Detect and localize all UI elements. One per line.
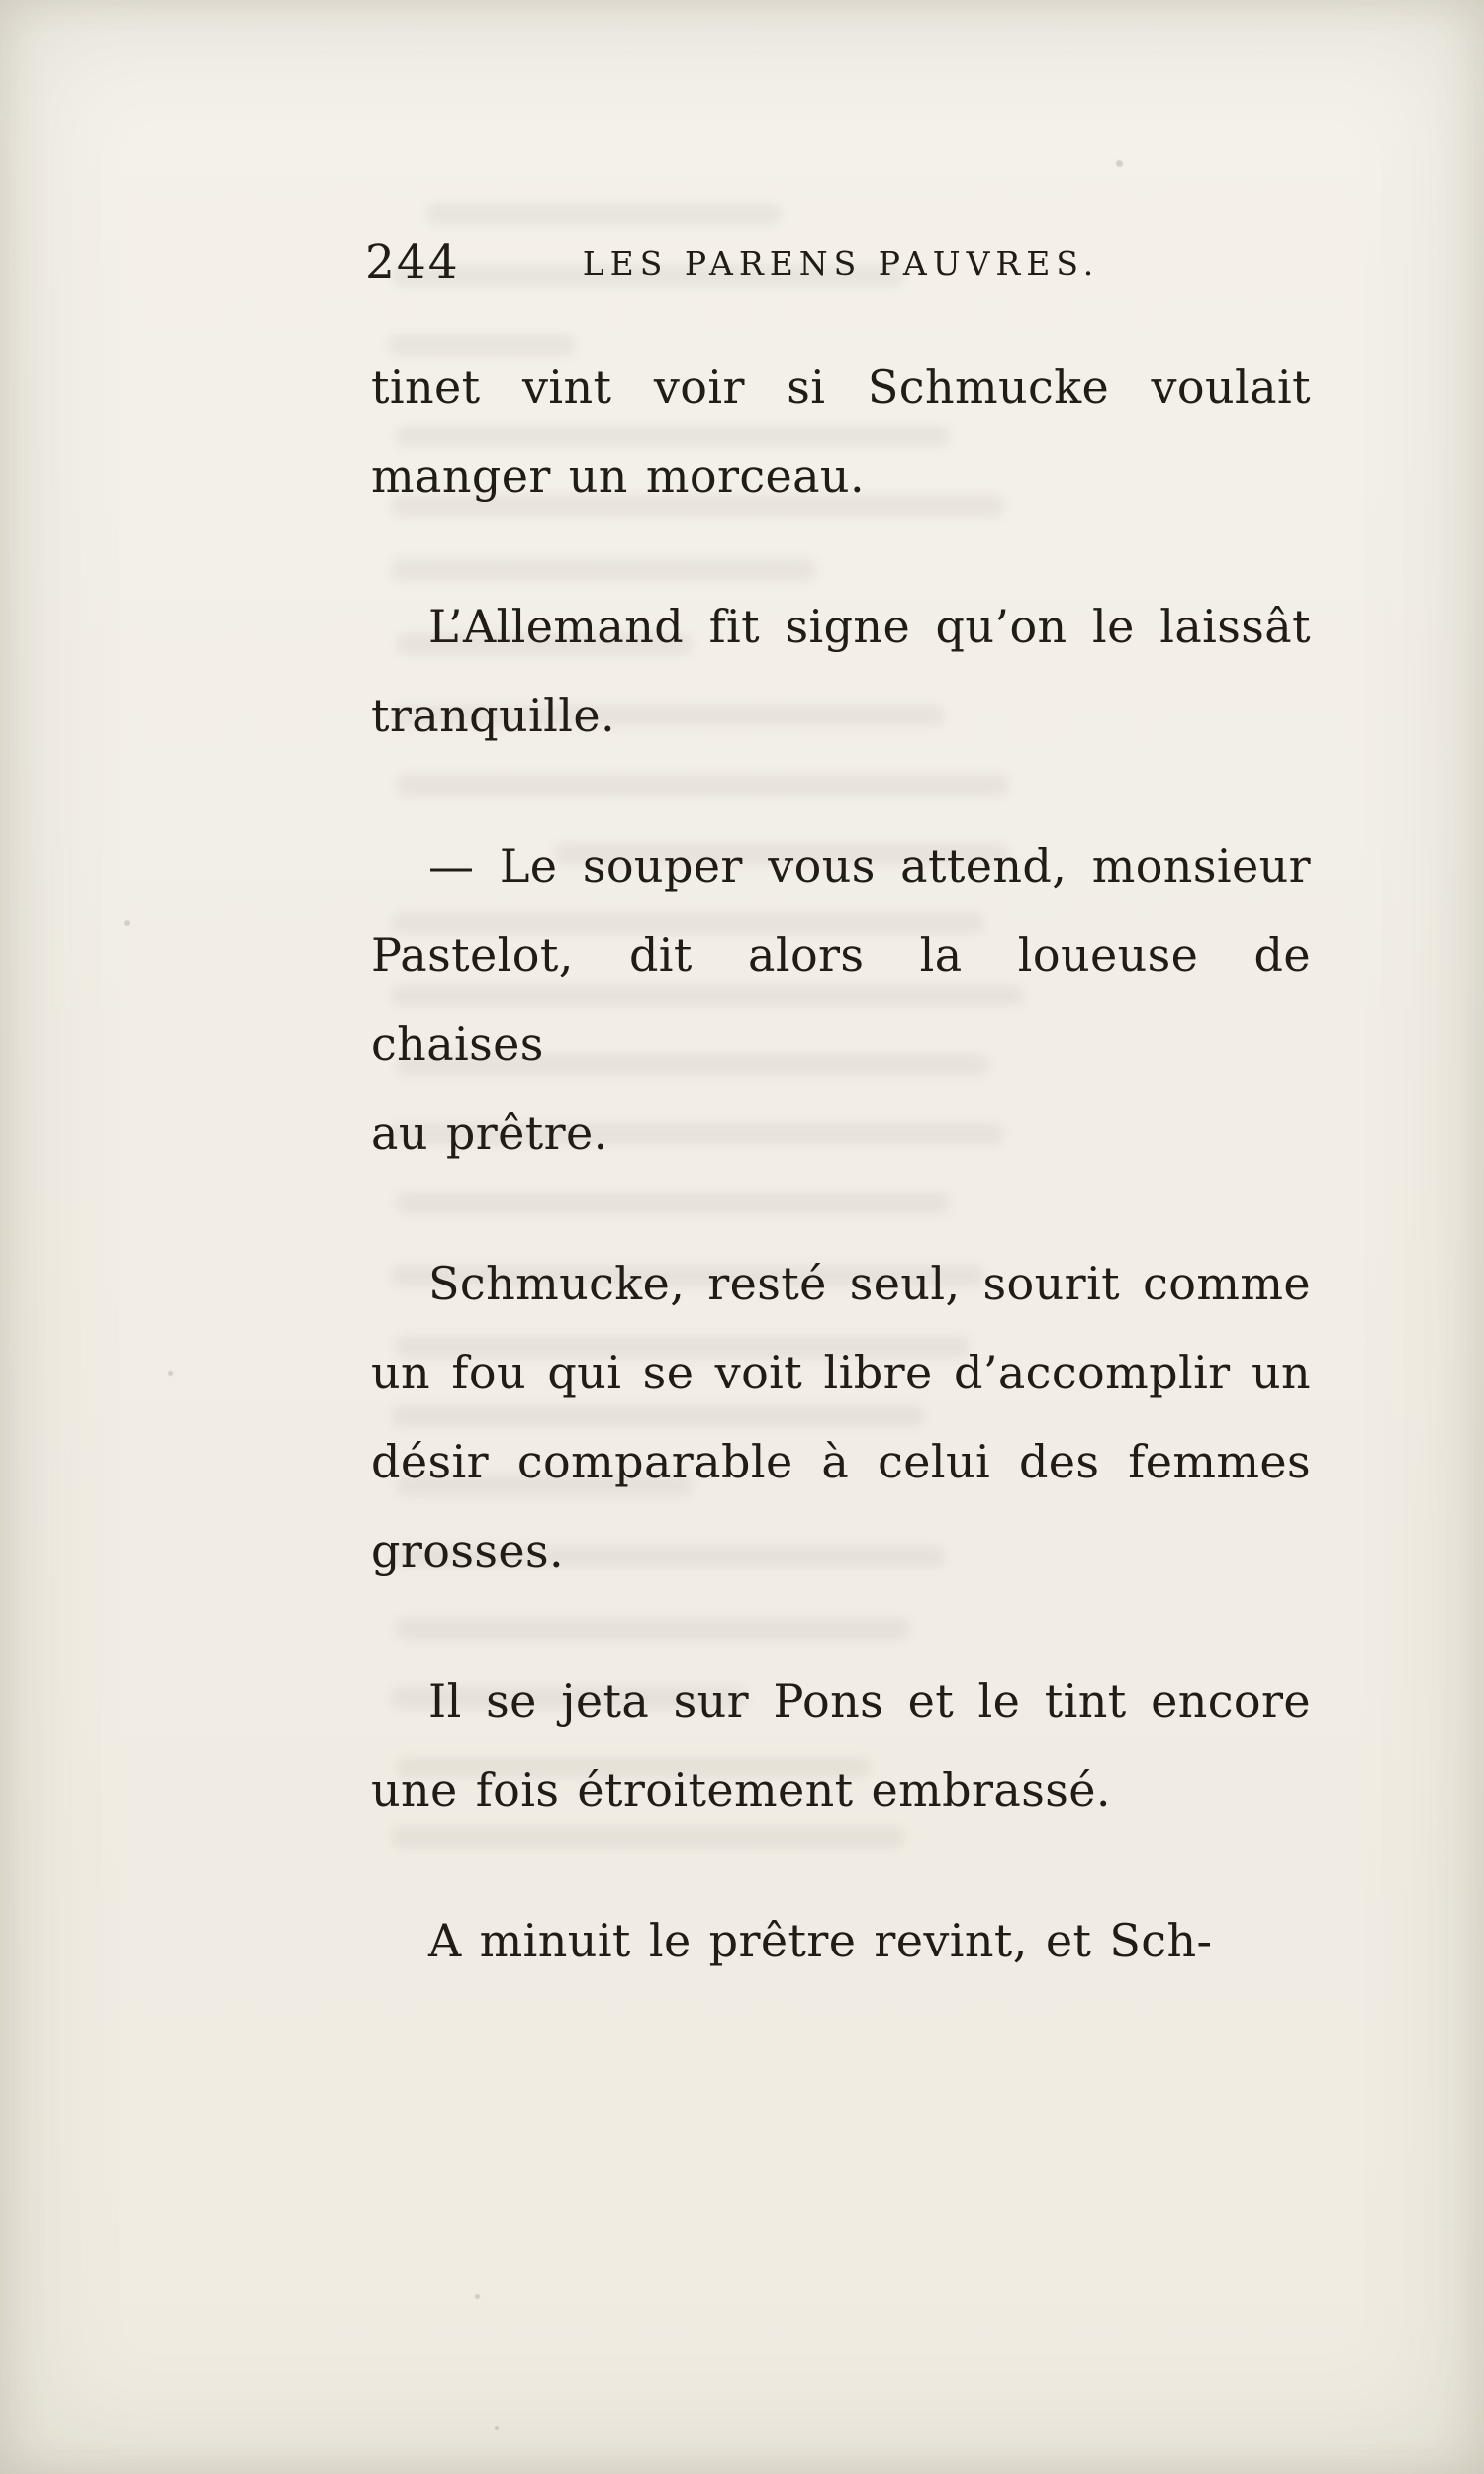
page-number: 244 [365,236,460,290]
text-line: Schmucke, resté seul, sourit comme [428,1257,1311,1310]
text-line: Pastelot, dit alors la loueuse de chaises [371,928,1311,1071]
text-line: désir comparable à celui des femmes [371,1435,1311,1488]
text-line: un fou qui se voit libre d’accomplir un [371,1346,1311,1399]
paragraph [371,1657,1311,1835]
text-line: tinet vint voir si Schmucke voulait [371,360,1311,414]
bleedthrough-line [425,203,782,225]
scan-speck [475,2294,480,2299]
paragraph [371,582,1311,760]
text-line: manger un morceau. [371,449,865,503]
text-line: grosses. [371,1524,564,1577]
page-content [365,236,1311,2046]
text-line: Il se jeta sur Pons et le tint encore [428,1674,1311,1728]
running-title: LES PARENS PAUVRES. [582,244,1100,283]
scan-speck [495,2426,499,2430]
paragraph [371,821,1311,1178]
scan-speck [168,1371,173,1376]
text-line: au prêtre. [371,1106,608,1160]
scan-speck [124,920,130,926]
body-text [371,342,1311,1985]
paragraph [371,342,1311,521]
text-line: une fois étroitement embrassé. [371,1763,1111,1817]
scan-speck [1116,160,1123,167]
text-line: tranquille. [371,689,615,742]
text-line: — Le souper vous attend, monsieur [428,839,1311,893]
paragraph [371,1239,1311,1595]
page-header [365,236,1311,297]
paragraph [371,1896,1311,1985]
text-line: L’Allemand fit signe qu’on le laissât [428,600,1311,653]
text-line: A minuit le prêtre revint, et Sch- [428,1914,1213,1967]
